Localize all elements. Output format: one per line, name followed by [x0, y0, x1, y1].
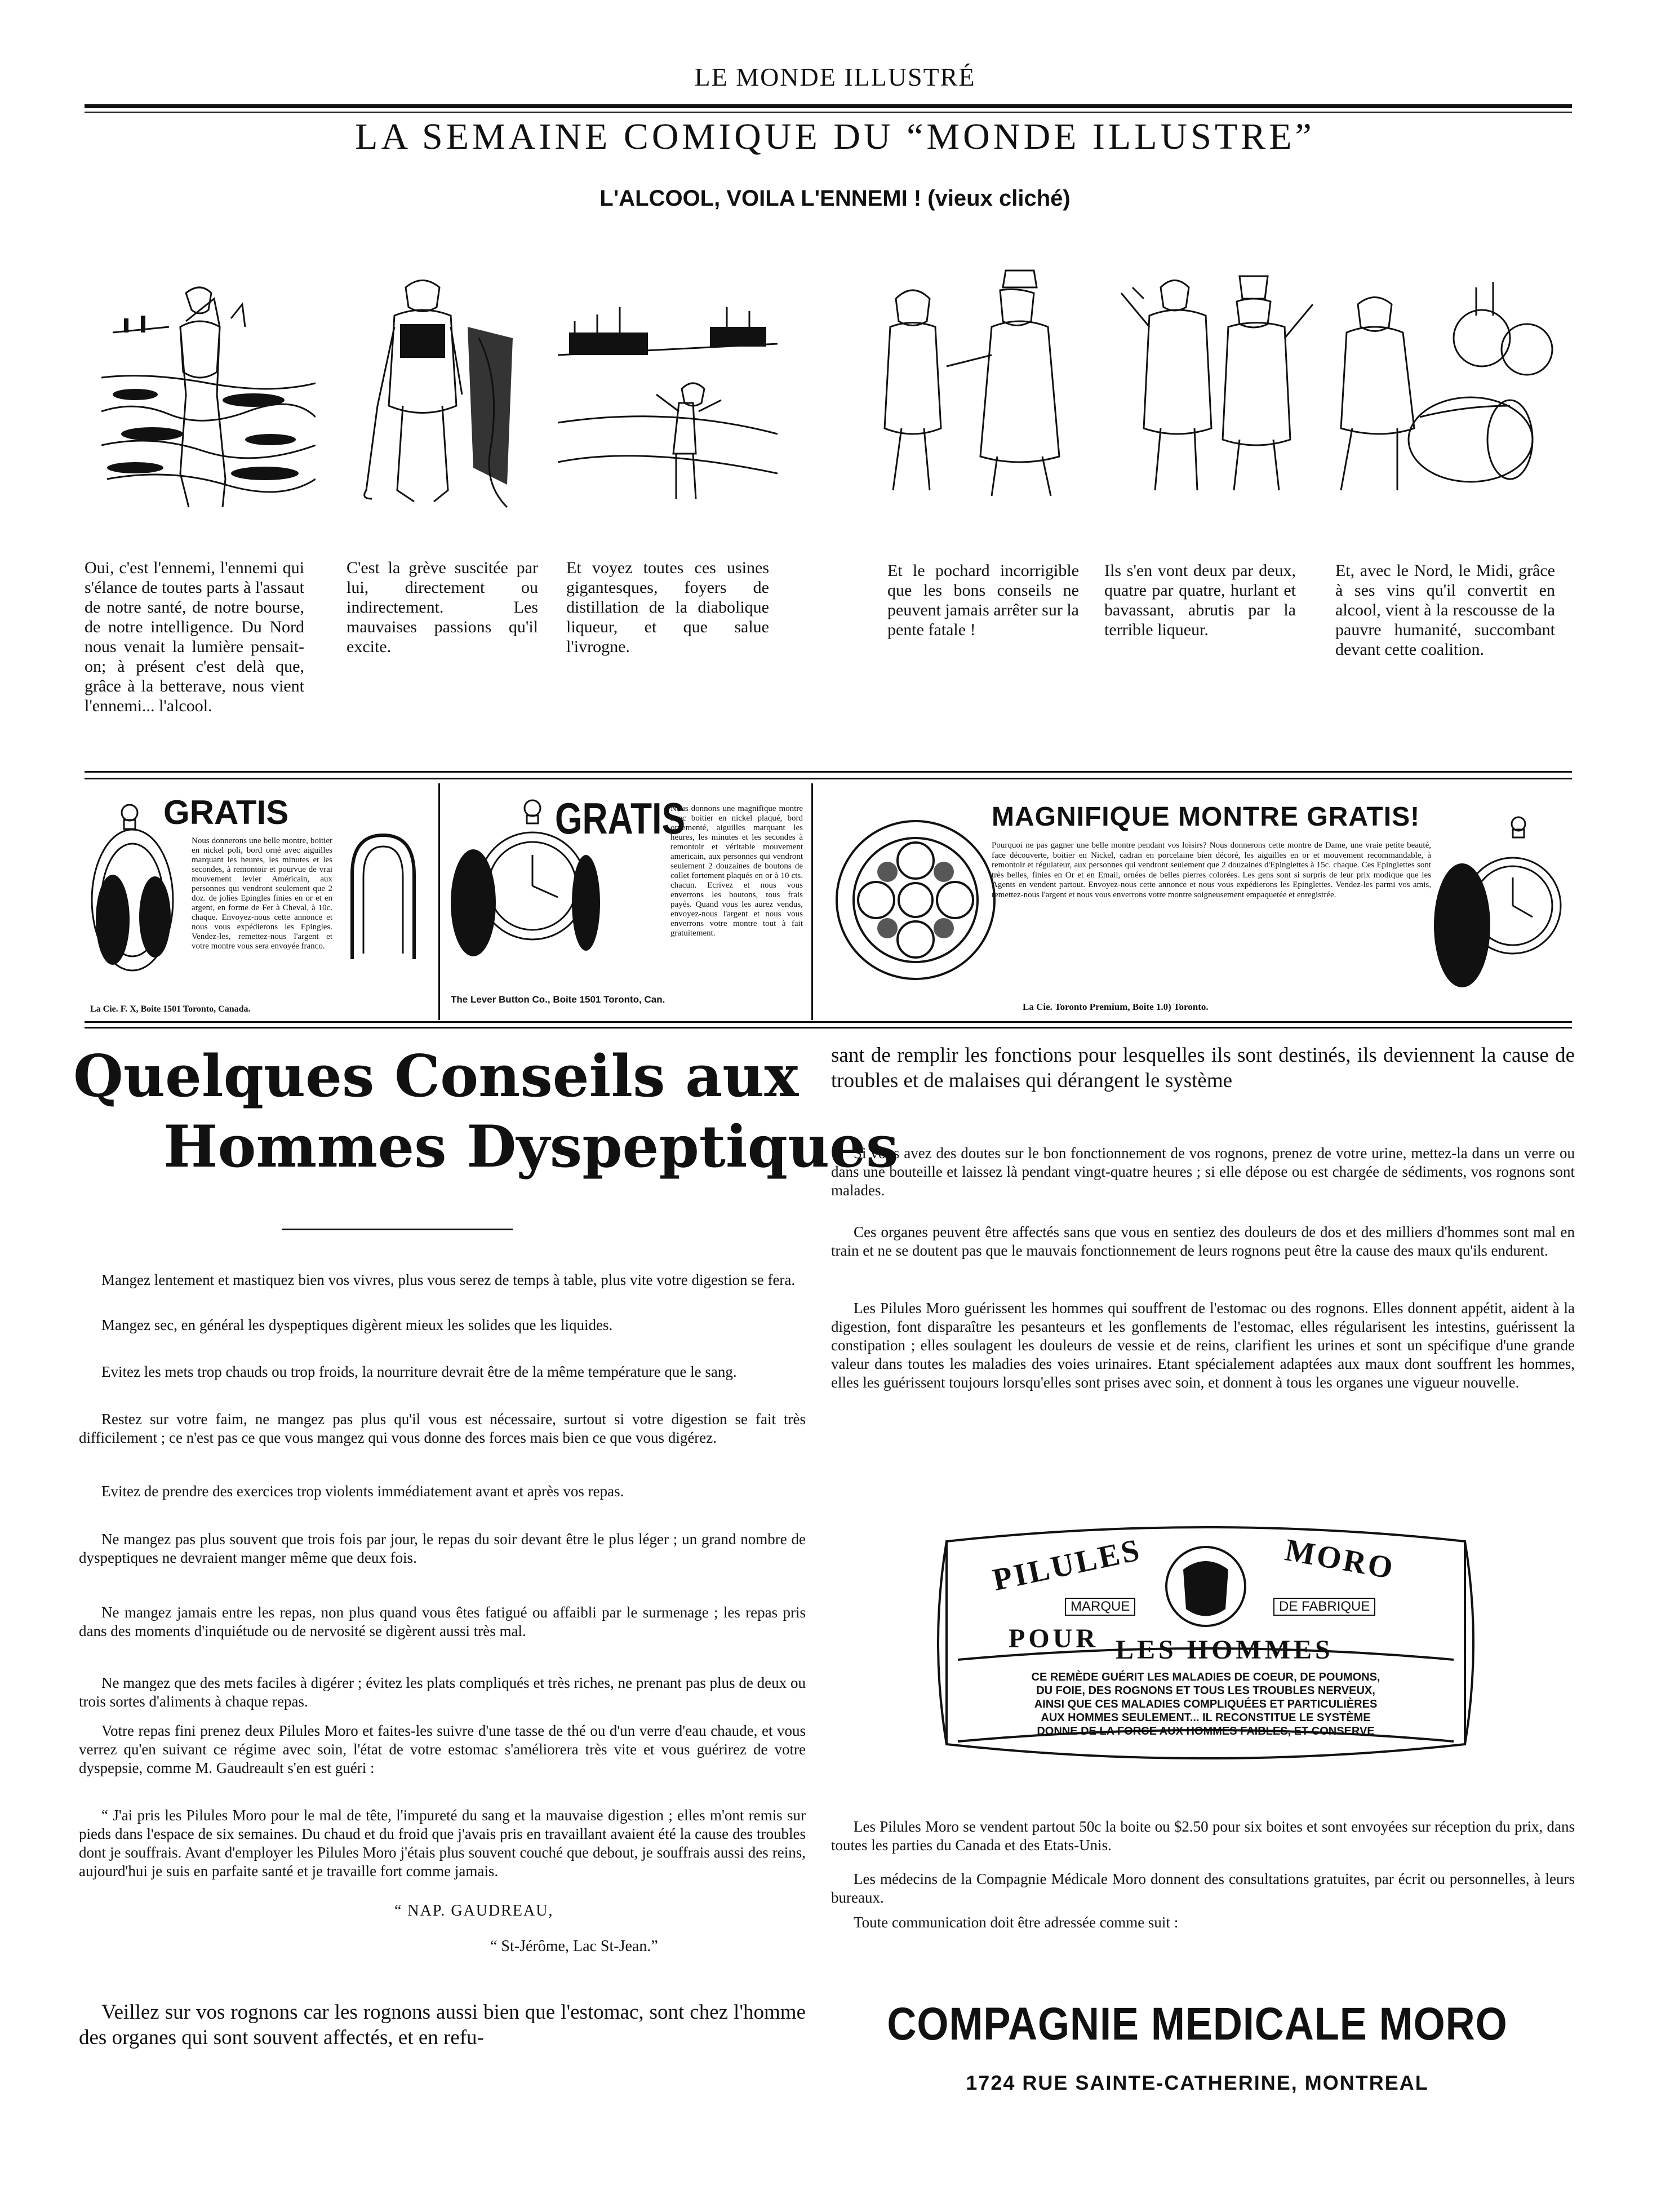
header-rule-thick	[85, 104, 1572, 108]
advice-paragraph-7: Ne mangez jamais entre les repas, non plus quand vous êtes fatigué ou affaibli par le surmenage ; les repas pris dans des moments d'inquiétude ou de nervosité se digèrent aussi très mal.	[79, 1604, 806, 1639]
kidney-paragraph-1: Si vous avez des doutes sur le bon fonctionnement de vos rognons, prenez de votre urine, mettez-la dans un verre ou dans une bouteille et laissez là pendant vingt-quatre heures ; si elle dépose ou est chargée de sédiments, vos rognons sont malades.	[831, 1145, 1575, 1199]
advice-paragraph-8: Ne mangez que des mets faciles à digérer ; évitez les plats compliqués et très riches, ne prenant pas plus de deux ou trois sortes d'aliments à chaque repas.	[79, 1674, 806, 1710]
advice-paragraph-9: Votre repas fini prenez deux Pilules Moro et faites-les suivre d'une tasse de thé ou d'un verre d'eau chaude, et vous verrez qu'en suivant ce régime avec soin, l'état de votre estomac s'améliorera très vite et vous guérirez de votre dyspepsie, comme M. Gaudreault s'en est guéri :	[79, 1722, 806, 1776]
ads-divider-2	[811, 783, 813, 1020]
horseshoe-pin-icon	[341, 824, 425, 970]
price-paragraph: Les Pilules Moro se vendent partout 50c la boite ou $2.50 pour six boites et sont envoyées sur réception du prix, dans toutes les parties du Canada et des Etats-Unis.	[831, 1818, 1575, 1854]
comic-panel-6	[1324, 271, 1561, 507]
pill-trademark-left: MARQUE	[1065, 1598, 1135, 1616]
pill-brand-right: MORO	[1282, 1532, 1398, 1586]
ad-1-headline: GRATIS	[163, 794, 289, 831]
ad-3-headline: MAGNIFIQUE MONTRE GRATIS!	[992, 802, 1420, 832]
magnifique-montre-ad	[820, 784, 1572, 1018]
ads-bottom-rule-2	[85, 1027, 1572, 1029]
consultation-paragraph: Les médecins de la Compagnie Médicale Moro donnent des consultations gratuites, par écrit ou personnelles, à leurs bureaux.	[831, 1870, 1575, 1906]
testimonial-signature-name: “ NAP. GAUDREAU,	[394, 1902, 554, 1920]
advice-paragraph-5: Evitez de prendre des exercices trop violents immédiatement avant et après vos repas.	[101, 1483, 624, 1500]
advice-paragraph-1: Mangez lentement et mastiquez bien vos vivres, plus vous serez de temps à table, plus vite votre digestion se fera.	[101, 1271, 796, 1288]
comic-caption-5: Ils s'en vont deux par deux, quatre par quatre, hurlant et bavassant, abrutis par la terrible liqueur.	[1104, 561, 1296, 639]
comic-caption-2: C'est la grève suscitée par lui, directement ou indirectement. Les mauvaises passions qu'il excite.	[347, 558, 538, 656]
kidney-paragraph-2: Ces organes peuvent être affectés sans que vous en sentiez des douleurs de dos et des milliers d'hommes sont mal en train et ne se doutent pas que le mauvais fonctionnement de leurs rognons peut être la cause des maux qu'ils endurent.	[831, 1224, 1575, 1259]
farmer-beet-field-illustration	[101, 265, 316, 518]
ad-2-footer: The Lever Button Co., Boite 1501 Toronto, Can.	[451, 994, 665, 1005]
southerner-with-barrel-illustration	[1324, 271, 1561, 507]
ad-1-body: Nous donnerons une belle montre, boitier en nickel poli, bord orné avec aiguilles marquant les heures, les minutes et les secondes, à remontoir et pourvue de vrai mouvement levier Américain, aux personnes qui vendront seulement que 2 doz. de jolies Epingles finies en or et en argent, en forme de Fer à Cheval, à 10c. chaque. Envoyez-nous cette annonce et nous vous expédierons les Epingles. Vendez-les, remettez-nous l'argent et votre montre vous sera envoyée franco.	[192, 836, 332, 951]
ads-bottom-rule-1	[85, 1021, 1572, 1023]
pill-label-line-4: AUX HOMMES SEULEMENT... IL RECONSTITUE LE SYSTÈME	[1041, 1712, 1371, 1724]
article-title-divider	[282, 1229, 513, 1230]
kidney-intro-paragraph: Veillez sur vos rognons car les rognons aussi bien que l'estomac, sont chez l'homme des organes qui sont souvent affectés, et en refu-	[79, 2001, 806, 2049]
ads-top-rule-1	[85, 771, 1572, 773]
pill-pour: POUR	[1009, 1624, 1099, 1654]
comic-caption-3: Et voyez toutes ces usines gigantesques, foyers de distillation de la diabolique liqueur, et que salue l'ivrogne.	[566, 558, 769, 656]
advice-paragraph-6: Ne mangez pas plus souvent que trois fois par jour, le repas du soir devant être le plus léger ; un grand nombre de dyspeptiques ne devraient manger même que deux fois.	[79, 1531, 806, 1566]
drunkard-and-gentleman-illustration	[862, 265, 1099, 507]
pill-box-illustration	[924, 1519, 1487, 1767]
article-title-line-1: Quelques Conseils aux	[73, 1043, 799, 1110]
comic-panel-5	[1116, 265, 1318, 507]
comic-caption-6: Et, avec le Nord, le Midi, grâce à ses vins qu'il convertit en alcool, vient à la rescousse de la pauvre humanité, succombant devant cette coalition.	[1335, 561, 1555, 659]
company-name: COMPAGNIE MEDICALE MORO	[887, 1998, 1508, 2050]
gratis-watch-ad-1	[85, 784, 434, 1018]
ads-top-rule-2	[85, 778, 1572, 779]
comic-panel-2	[338, 271, 530, 518]
ad-3-body: Pourquoi ne pas gagner une belle montre pendant vos loisirs? Nous donnerons cette montre de Dame, une vraie petite beauté, face découverte, boitier en Nickel, cadran en porcelaine bien décoré, les aiguilles en or et mouvement recommandable, à remontoir et régulateur, aux personnes qui vendront seulement que 2 douzaines d'Epinglettes à 15c. chaque. Ces Epinglettes sont très belles, finies en Or et en Email, ornées de belles pierres colorées. Les gens sont si surpris de leur prix modique que les Agents en vendent partout. Envoyez-nous cette annonce et nous vous expédierons les Epinglettes. Vendez-les parmi vos amis, remettez-nous l'argent et nous vous enverrons votre montre soigneusement empaquetée et enregistrée.	[992, 841, 1431, 899]
testimonial-paragraph: “ J'ai pris les Pilules Moro pour le mal de tête, l'impureté du sang et la mauvaise digestion ; elles m'ont remis sur pieds dans l'espace de six semaines. Du chaud et du froid que j'avais pris en travaillant avaient été la cause des troubles dont je souffrais. Avant d'employer les Pilules Moro j'étais plus souvent couché que debout, je souffrais aussi des reins, aujourd'hui je suis en parfaite santé et je travaille fort comme jamais.	[79, 1807, 806, 1879]
comic-panel-3	[558, 276, 778, 507]
address-intro-paragraph: Toute communication doit être adressée comme suit :	[854, 1914, 1179, 1931]
page-heading: LA SEMAINE COMIQUE DU “MONDE ILLUSTRE”	[355, 116, 1315, 157]
article-title-line-2: Hommes Dyspeptiques	[163, 1113, 899, 1181]
ad-2-headline: GRATIS	[555, 794, 686, 843]
pill-label-line-5: DONNE DE LA FORCE AUX HOMMES FAIBLES, ET CONSERVE	[1037, 1725, 1375, 1737]
gratis-watch-ad-2	[445, 784, 806, 1018]
company-address: 1724 RUE SAINTE-CATHERINE, MONTREAL	[966, 2071, 1429, 2094]
testimonial-signature-place: “ St-Jérôme, Lac St-Jean.”	[490, 1938, 658, 1955]
pill-trademark-right: DE FABRIQUE	[1273, 1598, 1375, 1616]
advice-paragraph-4: Restez sur votre faim, ne mangez pas plus qu'il vous est nécessaire, surtout si votre digestion se fait très difficilement ; ce n'est pas ce que vous mangez qui vous donne des forces mais bien ce que vous digérez.	[79, 1411, 806, 1446]
pill-label-line-1: CE REMÈDE GUÉRIT LES MALADIES DE COEUR, DE POUMONS,	[1031, 1671, 1380, 1683]
comic-panel-1	[101, 265, 316, 518]
kidney-continuation: sant de remplir les fonctions pour lesquelles ils sont destinés, ils deviennent la cause de troubles et de malaises qui dérangent le système	[831, 1044, 1575, 1092]
comic-panel-4	[862, 265, 1099, 507]
striker-with-stick-illustration	[338, 271, 530, 518]
ad-3-footer: La Cie. Toronto Premium, Boite 1.0) Toronto.	[1023, 1001, 1209, 1012]
advice-paragraph-2: Mangez sec, en général les dyspeptiques digèrent mieux les solides que les liquides.	[101, 1316, 613, 1333]
ornamental-brooch-icon	[831, 815, 1000, 985]
header-rule-thin	[85, 112, 1572, 113]
kidney-paragraph-3: Les Pilules Moro guérissent les hommes qui souffrent de l'estomac ou des rognons. Elles donnent appétit, aident à la digestion, font disparaître les pesanteurs et les gonflements de l'estomac, elles régularisent les intestins, guérissent la constipation ; elles soulagent les douleurs de vessie et de reins, clarifient les urines et sont un spécifique d'une grande valeur dans toutes les maladies des voies urinaires. Etant spécialement adaptées aux maux dont souffrent les hommes, elles les guérissent toujours lorsqu'elles sont prises avec soin, et donnent à tous les organes une vigueur nouvelle.	[831, 1300, 1575, 1391]
comic-strip-title: L'ALCOOL, VOILA L'ENNEMI ! (vieux cliché)	[599, 186, 1071, 211]
newspaper-title: LE MONDE ILLUSTRÉ	[694, 63, 976, 91]
pill-label-line-2: DU FOIE, DES ROGNONS ET TOUS LES TROUBLES NERVEUX,	[1036, 1685, 1375, 1697]
two-drunkards-illustration	[1116, 265, 1318, 507]
comic-caption-4: Et le pochard incorrigible que les bons conseils ne peuvent jamais arrêter sur la pente fatale !	[887, 561, 1079, 639]
ads-divider-1	[438, 783, 440, 1020]
comic-caption-1: Oui, c'est l'ennemi, l'ennemi qui s'élance de toutes parts à l'assaut de notre santé, de notre bourse, de notre intelligence. Du Nord nous venait la lumière pensait-on; à présent c'est delà que, grâce à la betterave, nous vient l'ennemi... l'alcool.	[85, 558, 304, 715]
ad-1-footer: La Cie. F. X, Boite 1501 Toronto, Canada.	[90, 1004, 251, 1014]
ad-2-body: Nous donnons une magnifique montre avec boitier en nickel plaqué, bord ornementé, aiguilles marquant les heures, les minutes et les secondes à remontoir et véritable mouvement americain, aux personnes qui vendront seulement 2 douzaines de boutons de collet fortement plaqués en or à 10 cts. chacun. Ecrivez et nous vous enverrons les boutons, tous frais payés. Quand vous les aurez vendus, envoyez-nous l'argent et nous vous enverrons votre montre tout à fait gratuitement.	[670, 804, 803, 938]
pill-les-hommes: LES HOMMES	[1116, 1635, 1334, 1665]
ladies-watch-icon	[1428, 813, 1566, 999]
advice-paragraph-3: Evitez les mets trop chauds ou trop froids, la nourriture devrait être de la même température que le sang.	[101, 1363, 737, 1380]
pill-brand-left: PILULES	[989, 1532, 1145, 1598]
pill-label-line-3: AINSI QUE CES MALADIES COMPLIQUÉES ET PARTICULIÈRES	[1034, 1698, 1378, 1710]
factories-and-drunkard-illustration	[558, 276, 778, 507]
